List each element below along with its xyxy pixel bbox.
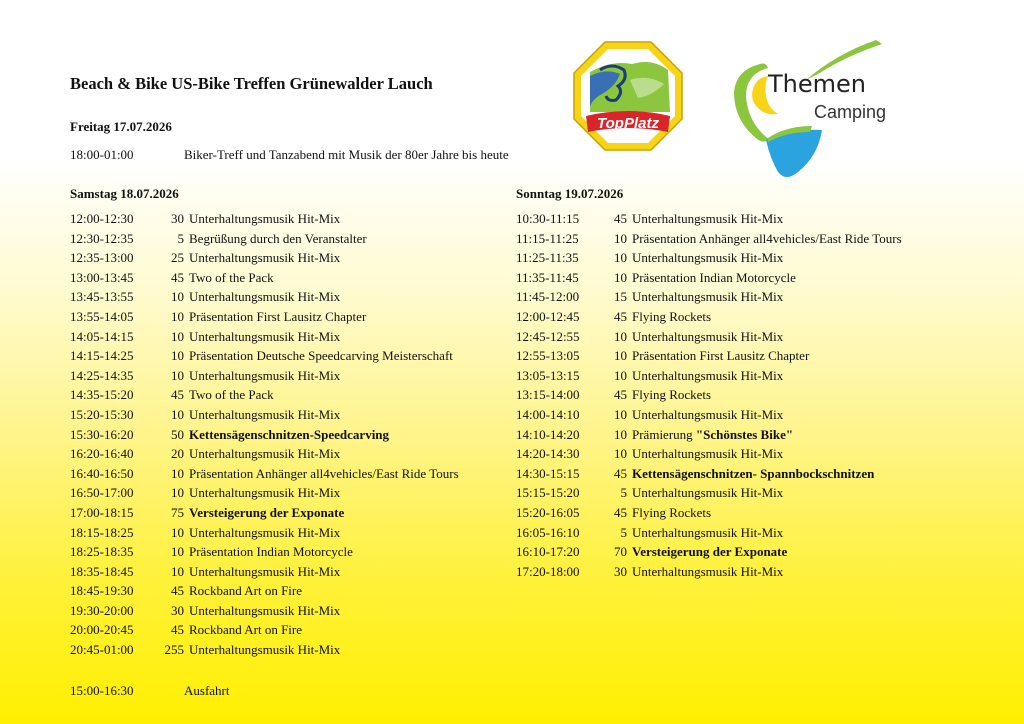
row-time: 14:10-14:20: [516, 426, 580, 442]
schedule-row: [516, 346, 902, 366]
schedule-row: [70, 562, 459, 582]
row-activity-text: Unterhaltungsmusik Hit-Mix: [189, 250, 341, 266]
schedule-row: [70, 229, 459, 249]
row-activity-text: Unterhaltungsmusik Hit-Mix: [632, 250, 784, 266]
row-activity: [184, 405, 340, 425]
sunday-schedule: [516, 209, 902, 581]
row-activity: [627, 503, 711, 523]
row-activity: [627, 464, 874, 484]
row-activity-text: Unterhaltungsmusik Hit-Mix: [189, 563, 341, 579]
row-duration: 5: [177, 230, 184, 246]
row-activity: [627, 562, 783, 582]
row-activity-text: Unterhaltungsmusik Hit-Mix: [632, 289, 784, 305]
row-activity: [184, 523, 340, 543]
schedule-row: [70, 405, 459, 425]
row-activity-text: Unterhaltungsmusik Hit-Mix: [189, 406, 341, 422]
row-duration: 10: [614, 348, 627, 364]
row-time: 14:05-14:15: [70, 328, 134, 344]
row-duration: 10: [171, 328, 184, 344]
row-activity: [627, 542, 787, 562]
row-time: 10:30-11:15: [516, 211, 580, 226]
schedule-row: [516, 562, 902, 582]
schedule-row: [70, 307, 459, 327]
row-duration: 10: [171, 348, 184, 364]
row-time: 14:35-15:20: [70, 387, 134, 403]
row-activity: [184, 346, 453, 366]
row-activity: [627, 229, 902, 249]
row-activity: [627, 287, 783, 307]
row-activity: [184, 483, 340, 503]
schedule-row: [70, 483, 459, 503]
row-activity: [627, 483, 783, 503]
row-activity: [627, 366, 783, 386]
schedule-row: [70, 209, 459, 229]
row-activity: [627, 327, 783, 347]
schedule-row: [516, 268, 902, 288]
row-duration: 5: [620, 485, 627, 501]
topplatz-logo-icon: [572, 40, 684, 152]
row-activity: [184, 640, 340, 660]
row-activity: [627, 523, 783, 543]
row-time: 12:30-12:35: [70, 230, 134, 246]
ausfahrt-row: [70, 683, 230, 699]
schedule-row: [516, 307, 902, 327]
row-time: 15:15-15:20: [516, 485, 580, 501]
schedule-row: [70, 268, 459, 288]
row-activity-text: Flying Rockets: [632, 504, 712, 520]
row-activity-text: Unterhaltungsmusik Hit-Mix: [632, 406, 784, 422]
row-time: 14:15-14:25: [70, 348, 134, 364]
row-duration: 20: [171, 446, 184, 462]
row-duration: 45: [171, 269, 184, 285]
schedule-row: [516, 444, 902, 464]
row-activity: [184, 503, 344, 523]
row-activity: [184, 268, 274, 288]
row-time: 12:00-12:30: [70, 211, 134, 226]
row-activity: [184, 385, 274, 405]
row-activity-text: Flying Rockets: [632, 308, 712, 324]
schedule-row: [516, 327, 902, 347]
row-time: 16:40-16:50: [70, 465, 134, 481]
row-activity-text: Prämierung: [632, 426, 693, 442]
row-duration: 10: [614, 367, 627, 383]
topplatz-logo-text: TopPlatz: [597, 115, 659, 132]
row-activity-text: Unterhaltungsmusik Hit-Mix: [632, 563, 784, 579]
row-time: 16:05-16:10: [516, 524, 580, 540]
row-duration: 45: [171, 583, 184, 599]
row-time: 13:15-14:00: [516, 387, 580, 403]
saturday-schedule: [70, 209, 459, 660]
row-time: 13:00-13:45: [70, 269, 134, 285]
schedule-row: [516, 248, 902, 268]
row-time: 12:35-13:00: [70, 250, 134, 266]
row-duration: 45: [614, 211, 627, 226]
row-time: 15:30-16:20: [70, 426, 134, 442]
schedule-row: [516, 385, 902, 405]
row-duration: 15: [614, 289, 627, 305]
row-time: 12:55-13:05: [516, 348, 580, 364]
friday-time: 18:00-01:00: [70, 147, 134, 162]
row-duration: 10: [171, 289, 184, 305]
row-time: 13:45-13:55: [70, 289, 134, 305]
row-activity-text: Präsentation Deutsche Speedcarving Meisterschaft: [189, 348, 453, 364]
row-activity: [627, 444, 783, 464]
row-time: 18:35-18:45: [70, 563, 134, 579]
row-time: 16:10-17:20: [516, 544, 580, 560]
row-activity-text: Unterhaltungsmusik Hit-Mix: [189, 328, 341, 344]
row-time: 14:00-14:10: [516, 406, 580, 422]
row-activity: [627, 346, 809, 366]
row-activity-text: Präsentation Indian Motorcycle: [632, 269, 796, 285]
row-time: 11:45-12:00: [516, 289, 580, 305]
row-time: 12:00-12:45: [516, 308, 580, 324]
row-activity-text: Unterhaltungsmusik Hit-Mix: [632, 211, 784, 226]
row-time: 19:30-20:00: [70, 602, 134, 618]
row-duration: 255: [164, 642, 184, 658]
schedule-row: [70, 640, 459, 660]
row-activity: [184, 620, 302, 640]
schedule-row: [516, 405, 902, 425]
row-duration: 10: [171, 524, 184, 540]
row-activity: [184, 444, 340, 464]
row-duration: 30: [171, 602, 184, 618]
row-activity-highlight: "Schönstes Bike": [695, 426, 794, 442]
schedule-row: [70, 444, 459, 464]
row-activity-text: Präsentation Anhänger all4vehicles/East Ride Tours: [189, 465, 459, 481]
row-duration: 10: [614, 446, 627, 462]
schedule-row: [70, 248, 459, 268]
row-activity-text: Unterhaltungsmusik Hit-Mix: [189, 602, 341, 618]
schedule-row: [516, 523, 902, 543]
row-activity-text: Kettensägenschnitzen- Spannbockschnitzen: [632, 465, 875, 481]
row-activity: [184, 307, 366, 327]
row-duration: 10: [614, 406, 627, 422]
row-duration: 10: [614, 426, 627, 442]
row-time: 15:20-15:30: [70, 406, 134, 422]
schedule-row: [516, 542, 902, 562]
row-duration: 75: [171, 504, 184, 520]
row-time: 12:45-12:55: [516, 328, 580, 344]
row-activity: [627, 385, 711, 405]
schedule-row: [70, 385, 459, 405]
row-activity: [184, 209, 340, 229]
row-activity-text: Two of the Pack: [189, 269, 274, 285]
schedule-row: [70, 581, 459, 601]
schedule-row: [70, 523, 459, 543]
row-activity: [184, 229, 367, 249]
row-duration: 10: [614, 328, 627, 344]
schedule-row: [70, 542, 459, 562]
schedule-row: [516, 425, 902, 445]
row-time: 18:45-19:30: [70, 583, 134, 599]
row-activity-text: Präsentation Indian Motorcycle: [189, 544, 353, 560]
schedule-row: [70, 620, 459, 640]
row-time: 14:25-14:35: [70, 367, 134, 383]
row-activity-text: Two of the Pack: [189, 387, 274, 403]
row-time: 13:55-14:05: [70, 308, 134, 324]
row-activity: [184, 542, 353, 562]
row-activity-text: Unterhaltungsmusik Hit-Mix: [632, 367, 784, 383]
schedule-row: [70, 327, 459, 347]
row-activity-text: Rockband Art on Fire: [189, 622, 303, 638]
row-duration: 45: [614, 465, 627, 481]
row-activity-text: Unterhaltungsmusik Hit-Mix: [189, 524, 341, 540]
schedule-row: [70, 464, 459, 484]
row-activity-text: Unterhaltungsmusik Hit-Mix: [632, 446, 784, 462]
row-activity-text: Begrüßung durch den Veranstalter: [189, 230, 367, 246]
row-time: 20:00-20:45: [70, 622, 134, 638]
row-activity: [627, 405, 783, 425]
row-time: 16:50-17:00: [70, 485, 134, 501]
row-activity: [184, 562, 340, 582]
row-activity: [627, 248, 783, 268]
themen-camping-logo-icon: [726, 34, 906, 184]
row-time: 15:20-16:05: [516, 504, 580, 520]
row-duration: 70: [614, 544, 627, 560]
row-activity-text: Versteigerung der Exponate: [632, 544, 788, 560]
row-duration: 10: [171, 308, 184, 324]
row-duration: 30: [614, 563, 627, 579]
schedule-row: [70, 346, 459, 366]
row-duration: 10: [614, 230, 627, 246]
row-duration: 45: [171, 622, 184, 638]
row-activity: [627, 209, 783, 229]
row-time: 18:25-18:35: [70, 544, 134, 560]
row-activity-text: Kettensägenschnitzen-Speedcarving: [189, 426, 390, 442]
row-activity-text: Unterhaltungsmusik Hit-Mix: [189, 367, 341, 383]
camping-logo-text: Camping: [814, 102, 887, 122]
row-activity-text: Flying Rockets: [632, 387, 712, 403]
schedule-row: [516, 503, 902, 523]
row-activity: [627, 268, 796, 288]
row-time: 18:15-18:25: [70, 524, 134, 540]
row-activity: [184, 366, 340, 386]
row-time: 11:35-11:45: [516, 269, 579, 285]
row-activity: [627, 425, 793, 445]
row-duration: 5: [620, 524, 627, 540]
row-activity-text: Unterhaltungsmusik Hit-Mix: [632, 524, 784, 540]
ausfahrt-time: 15:00-16:30: [70, 683, 134, 698]
row-time: 11:15-11:25: [516, 230, 579, 246]
row-time: 17:00-18:15: [70, 504, 134, 520]
row-activity-text: Unterhaltungsmusik Hit-Mix: [189, 485, 341, 501]
row-duration: 10: [171, 563, 184, 579]
row-duration: 30: [171, 211, 184, 226]
row-duration: 10: [171, 485, 184, 501]
saturday-heading: Samstag 18.07.2026: [70, 186, 179, 201]
row-activity-text: Versteigerung der Exponate: [189, 504, 345, 520]
friday-row: [70, 147, 509, 163]
row-duration: 45: [614, 387, 627, 403]
ausfahrt-activity: Ausfahrt: [184, 683, 230, 698]
row-duration: 50: [171, 426, 184, 442]
row-activity: [184, 464, 459, 484]
row-time: 16:20-16:40: [70, 446, 134, 462]
row-activity-text: Unterhaltungsmusik Hit-Mix: [189, 642, 341, 658]
schedule-row: [70, 287, 459, 307]
row-activity-text: Präsentation Anhänger all4vehicles/East Ride Tours: [632, 230, 902, 246]
schedule-row: [516, 209, 902, 229]
row-duration: 45: [614, 504, 627, 520]
schedule-row: [70, 601, 459, 621]
row-duration: 45: [171, 387, 184, 403]
row-activity-text: Rockband Art on Fire: [189, 583, 303, 599]
sunday-heading: Sonntag 19.07.2026: [516, 186, 624, 201]
row-duration: 10: [171, 406, 184, 422]
row-duration: 45: [614, 308, 627, 324]
row-activity: [184, 581, 302, 601]
row-activity: [184, 327, 340, 347]
row-activity-text: Unterhaltungsmusik Hit-Mix: [189, 211, 341, 226]
row-duration: 10: [171, 544, 184, 560]
schedule-row: [70, 503, 459, 523]
schedule-row: [516, 287, 902, 307]
row-activity-text: Unterhaltungsmusik Hit-Mix: [189, 446, 341, 462]
row-duration: 10: [614, 269, 627, 285]
row-activity-text: Präsentation First Lausitz Chapter: [632, 348, 810, 364]
row-activity-text: Unterhaltungsmusik Hit-Mix: [189, 289, 341, 305]
row-activity: [184, 287, 340, 307]
page-title: Beach & Bike US-Bike Treffen Grünewalder Lauch: [70, 74, 433, 93]
row-time: 14:30-15:15: [516, 465, 580, 481]
friday-heading: Freitag 17.07.2026: [70, 119, 172, 134]
schedule-row: [516, 366, 902, 386]
themen-logo-text: Themen: [768, 70, 866, 98]
row-activity-text: Präsentation First Lausitz Chapter: [189, 308, 367, 324]
row-activity: [627, 307, 711, 327]
row-time: 17:20-18:00: [516, 563, 580, 579]
schedule-row: [516, 464, 902, 484]
row-duration: 10: [614, 250, 627, 266]
row-time: 13:05-13:15: [516, 367, 580, 383]
row-activity-text: Unterhaltungsmusik Hit-Mix: [632, 485, 784, 501]
row-time: 14:20-14:30: [516, 446, 580, 462]
schedule-row: [70, 425, 459, 445]
friday-activity: Biker-Treff und Tanzabend mit Musik der 80er Jahre bis heute: [184, 147, 509, 162]
row-time: 11:25-11:35: [516, 250, 579, 266]
row-activity: [184, 248, 340, 268]
row-activity: [184, 601, 340, 621]
schedule-row: [516, 229, 902, 249]
row-duration: 25: [171, 250, 184, 266]
row-activity: [184, 425, 389, 445]
row-duration: 10: [171, 367, 184, 383]
row-activity-text: Unterhaltungsmusik Hit-Mix: [632, 328, 784, 344]
row-time: 20:45-01:00: [70, 642, 134, 658]
schedule-row: [70, 366, 459, 386]
schedule-row: [516, 483, 902, 503]
row-duration: 10: [171, 465, 184, 481]
